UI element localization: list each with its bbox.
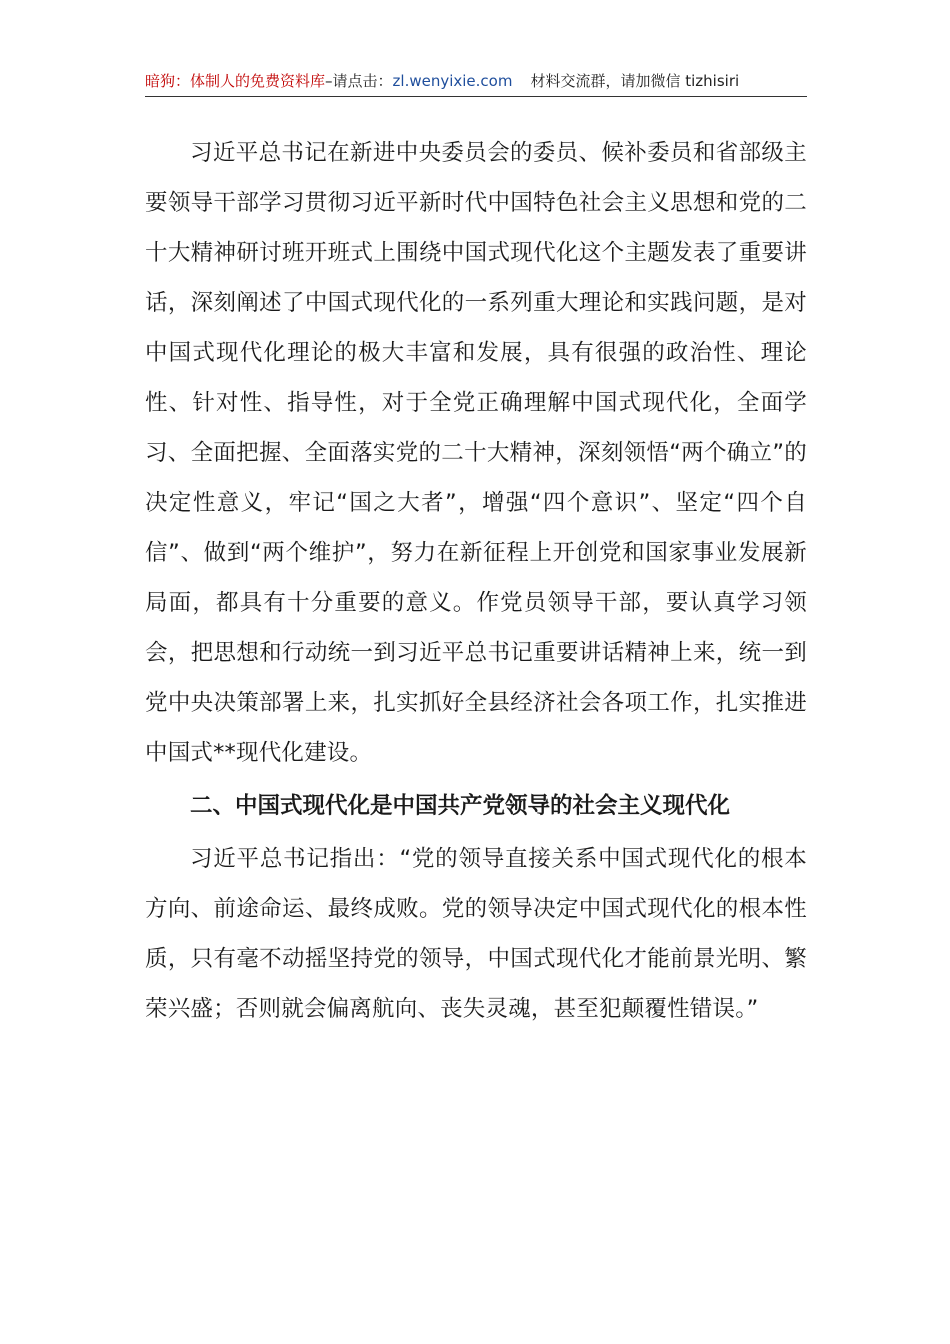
page-header xyxy=(145,68,807,97)
header-brand: 暗狗：体制人的免费资料库 xyxy=(145,72,326,90)
header-url-link[interactable]: zl.wenyixie.com xyxy=(392,72,513,90)
section-heading: 二、中国式现代化是中国共产党领导的社会主义现代化 xyxy=(190,793,731,819)
header-prompt: –请点击： xyxy=(325,72,393,90)
body-paragraph: 习近平总书记在新进中央委员会的委员、候补委员和省部级主要领导干部学习贯彻习近平新时代中国特色社会主义思想和党的二十大精神研讨班开班式上围绕中国式现代化这个主题发表了重要讲话，深刻阐述了中国式现代化的一系列重大理论和实践问题，是对中国式现代化理论的极大丰富和发展，具有很强的政治性、理论性、针对性、指导性，对于全党正确理解中国式现代化，全面学习、全面把握、全面落实党的二十大精神，深刻领悟“两个确立”的决定性意义，牢记“国之大者”，增强“四个意识”、坚定“四个自信”、做到“两个维护”，努力在新征程上开创党和国家事业发展新局面，都具有十分重要的意义。作党员领导干部，要认真学习领会，把思想和行动统一到习近平总书记重要讲话精神上来，统一到党中央决策部署上来，扎实抓好全县经济社会各项工作，扎实推进中国式**现代化建设。 xyxy=(145,140,807,766)
document-body xyxy=(145,128,807,1034)
header-contact: 材料交流群，请加微信 tizhisiri xyxy=(530,72,740,90)
body-paragraph: 习近平总书记指出：“党的领导直接关系中国式现代化的根本方向、前途命运、最终成败。党的领导决定中国式现代化的根本性质，只有毫不动摇坚持党的领导，中国式现代化才能前景光明、繁荣兴盛；否则就会偏离航向、丧失灵魂，甚至犯颠覆性错误。” xyxy=(145,846,807,1022)
